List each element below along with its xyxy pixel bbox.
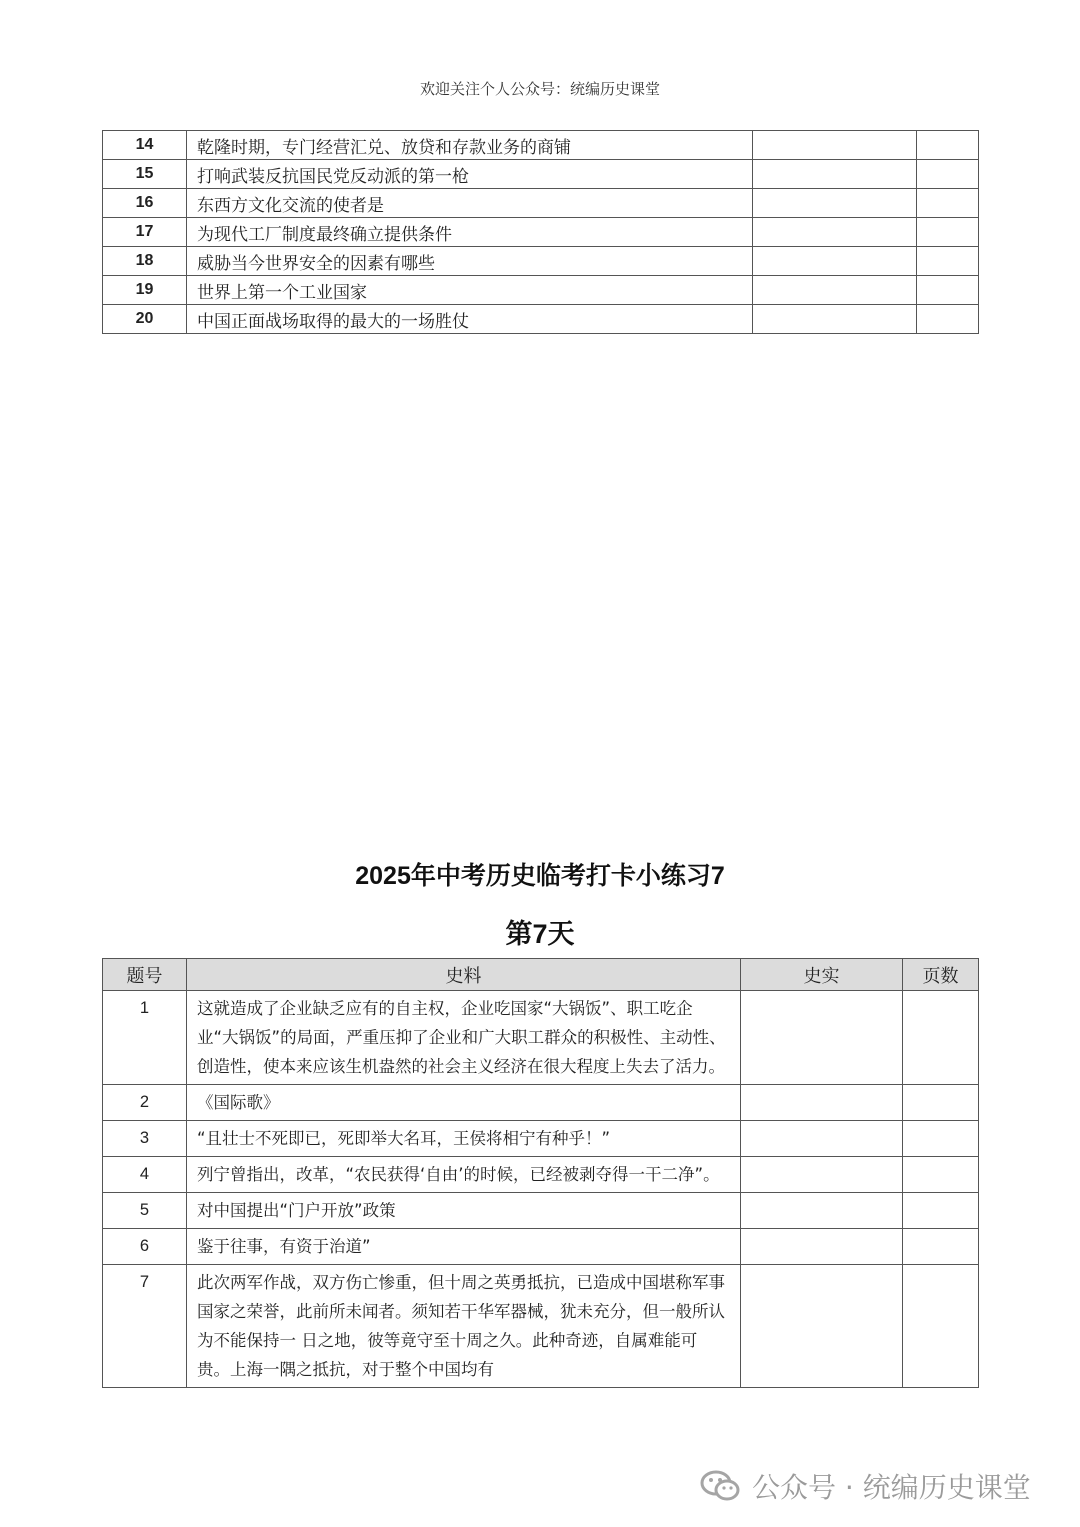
question-text: 对中国提出“门户开放”政策 bbox=[187, 1193, 741, 1229]
fact-cell bbox=[753, 160, 917, 189]
fact-cell bbox=[753, 189, 917, 218]
question-number: 17 bbox=[103, 218, 187, 247]
fact-cell bbox=[753, 276, 917, 305]
question-number: 7 bbox=[103, 1265, 187, 1388]
table-row bbox=[103, 305, 979, 334]
page-cell bbox=[903, 1193, 979, 1229]
question-number: 16 bbox=[103, 189, 187, 218]
table-row bbox=[103, 1121, 979, 1157]
question-text: 东西方文化交流的使者是 bbox=[187, 189, 753, 218]
column-header-number: 题号 bbox=[103, 959, 187, 991]
table-row bbox=[103, 1265, 979, 1388]
table-row bbox=[103, 991, 979, 1085]
page-cell bbox=[903, 1229, 979, 1265]
header-note: 欢迎关注个人公众号：统编历史课堂 bbox=[419, 80, 660, 98]
question-number: 5 bbox=[103, 1193, 187, 1229]
page-title: 2025年中考历史临考打卡小练习7 bbox=[355, 862, 725, 890]
page-cell bbox=[903, 991, 979, 1085]
question-number: 14 bbox=[103, 131, 187, 160]
question-number: 19 bbox=[103, 276, 187, 305]
question-number: 20 bbox=[103, 305, 187, 334]
question-text: “且壮士不死即已，死即举大名耳，王侯将相宁有种乎！” bbox=[187, 1121, 741, 1157]
column-header-fact: 史实 bbox=[741, 959, 903, 991]
table-header-row bbox=[103, 959, 979, 991]
page-cell bbox=[917, 131, 979, 160]
question-text: 鉴于往事，有资于治道” bbox=[187, 1229, 741, 1265]
question-number: 2 bbox=[103, 1085, 187, 1121]
fact-cell bbox=[741, 1265, 903, 1388]
question-text: 为现代工厂制度最终确立提供条件 bbox=[187, 218, 753, 247]
watermark bbox=[700, 1466, 1031, 1506]
page-cell bbox=[903, 1157, 979, 1193]
page-cell bbox=[917, 160, 979, 189]
table-row bbox=[103, 276, 979, 305]
question-text: 这就造成了企业缺乏应有的自主权，企业吃国家“大锅饭”、职工吃企业“大锅饭”的局面，严重压抑了企业和广大职工群众的积极性、主动性、创造性，使本来应该生机盎然的社会主义经济在很大程度上失去了活力。 bbox=[187, 991, 741, 1085]
question-text: 威胁当今世界安全的因素有哪些 bbox=[187, 247, 753, 276]
watermark-text: 公众号 · 统编历史课堂 bbox=[752, 1471, 1031, 1504]
question-text: 列宁曾指出，改革，“农民获得‘自由’的时候，已经被剥夺得一干二净”。 bbox=[187, 1157, 741, 1193]
question-number: 3 bbox=[103, 1121, 187, 1157]
question-text: 《国际歌》 bbox=[187, 1085, 741, 1121]
page-cell bbox=[903, 1265, 979, 1388]
wechat-icon bbox=[700, 1469, 742, 1503]
question-text: 打响武装反抗国民党反动派的第一枪 bbox=[187, 160, 753, 189]
fact-cell bbox=[753, 218, 917, 247]
fact-cell bbox=[753, 247, 917, 276]
page-cell bbox=[917, 247, 979, 276]
question-number: 6 bbox=[103, 1229, 187, 1265]
question-number: 15 bbox=[103, 160, 187, 189]
fact-cell bbox=[741, 1193, 903, 1229]
question-number: 1 bbox=[103, 991, 187, 1085]
table-row bbox=[103, 247, 979, 276]
table-row bbox=[103, 189, 979, 218]
day-title: 第7天 bbox=[505, 919, 575, 949]
fact-cell bbox=[741, 1085, 903, 1121]
page-cell bbox=[903, 1121, 979, 1157]
table-row bbox=[103, 1193, 979, 1229]
table-row bbox=[103, 1157, 979, 1193]
fact-cell bbox=[741, 1229, 903, 1265]
question-text: 此次两军作战，双方伤亡惨重，但十周之英勇抵抗，已造成中国堪称军事国家之荣誉，此前所未闻者。须知若干华军器械，犹未充分，但一般所认为不能保持一 日之地，彼等竟守至十周之久。此种奇迹，自属难能可贵。上海一隅之抵抗，对于整个中国均有 bbox=[187, 1265, 741, 1388]
table-row bbox=[103, 131, 979, 160]
page-cell bbox=[917, 218, 979, 247]
question-number: 18 bbox=[103, 247, 187, 276]
column-header-material: 史料 bbox=[187, 959, 741, 991]
question-number: 4 bbox=[103, 1157, 187, 1193]
table-row bbox=[103, 1229, 979, 1265]
table-row bbox=[103, 218, 979, 247]
fact-cell bbox=[741, 1121, 903, 1157]
question-text: 乾隆时期，专门经营汇兑、放贷和存款业务的商铺 bbox=[187, 131, 753, 160]
page-cell bbox=[917, 276, 979, 305]
column-header-page: 页数 bbox=[903, 959, 979, 991]
page-cell bbox=[903, 1085, 979, 1121]
exercise-table bbox=[102, 958, 979, 1388]
fact-cell bbox=[753, 305, 917, 334]
question-text: 中国正面战场取得的最大的一场胜仗 bbox=[187, 305, 753, 334]
question-text: 世界上第一个工业国家 bbox=[187, 276, 753, 305]
fact-cell bbox=[741, 1157, 903, 1193]
fact-cell bbox=[753, 131, 917, 160]
page-cell bbox=[917, 189, 979, 218]
fact-cell bbox=[741, 991, 903, 1085]
table-row bbox=[103, 1085, 979, 1121]
top-table bbox=[102, 130, 979, 334]
page-cell bbox=[917, 305, 979, 334]
table-row bbox=[103, 160, 979, 189]
